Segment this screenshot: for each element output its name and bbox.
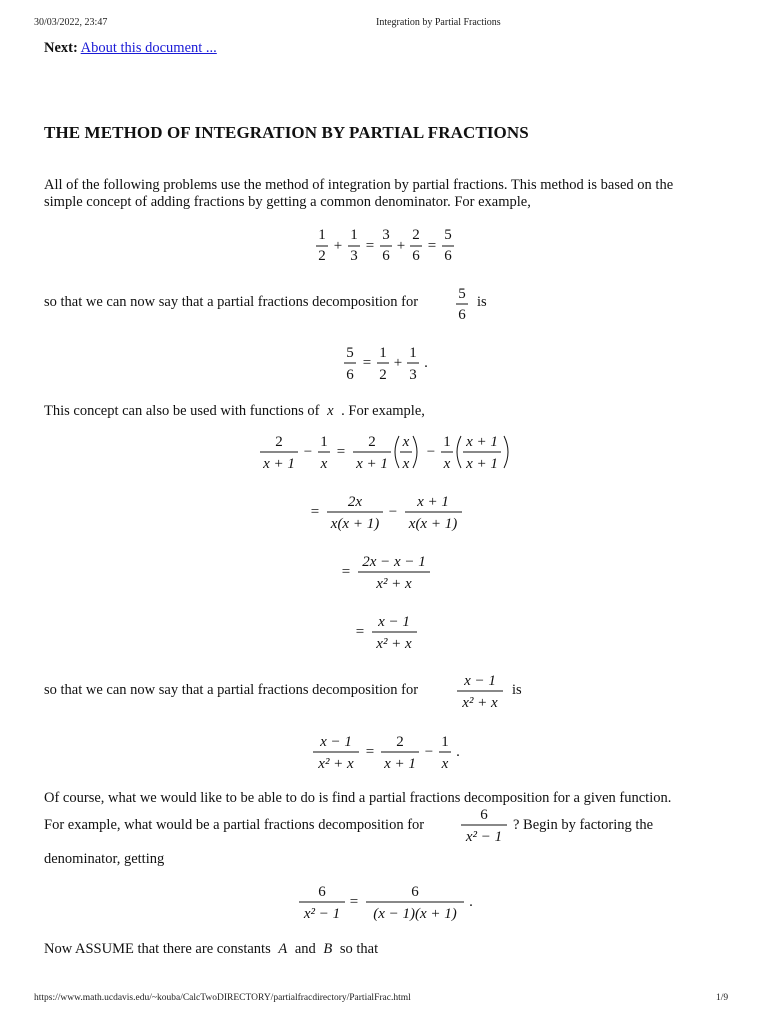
frac-num: 3 <box>382 227 390 243</box>
op-equals: = <box>362 355 372 371</box>
op-plus: + <box>333 238 343 254</box>
for-example-post: ? Begin by factoring the <box>513 817 654 833</box>
equation-step-2 <box>305 490 470 536</box>
denominator-getting: denominator, getting <box>44 851 165 867</box>
frac-den: x(x + 1) <box>408 516 458 532</box>
frac-den: x <box>441 756 449 772</box>
equation-function-example <box>255 430 520 476</box>
next-label: Next: <box>44 40 78 56</box>
period: . <box>424 355 428 371</box>
intro-line-1: All of the following problems use the method of integration by partial fractions. This method is based on the <box>44 177 674 193</box>
print-url: https://www.math.ucdavis.edu/~kouba/CalcTwoDIRECTORY/partialfracdirectory/PartialFrac.html <box>34 993 411 1003</box>
intro-line-2: simple concept of adding fractions by getting a common denominator. For example, <box>44 194 531 210</box>
inline-fraction-6-over-x2-1 <box>456 804 512 846</box>
print-page-title: Integration by Partial Fractions <box>376 17 501 28</box>
period: . <box>456 744 460 760</box>
print-page-number: 1/9 <box>716 993 729 1003</box>
frac-den: x + 1 <box>356 456 388 472</box>
frac-den: 6 <box>346 367 354 383</box>
op-minus: − <box>424 744 434 760</box>
concept-variable: x <box>327 403 334 419</box>
for-example-pre: For example, what would be a partial fractions decomposition for <box>44 817 425 833</box>
period: . <box>469 894 473 910</box>
frac-num: 1 <box>350 227 358 243</box>
frac-den: x(x + 1) <box>330 516 380 532</box>
assume-and: and <box>294 941 316 957</box>
constant-b: B <box>323 941 333 957</box>
frac-num: 2 <box>275 434 283 450</box>
equation-step-4 <box>350 610 425 656</box>
frac-num: x − 1 <box>320 734 352 750</box>
frac-den: 2 <box>379 367 387 383</box>
equation-decomposition <box>308 730 468 776</box>
op-minus: − <box>303 444 313 460</box>
frac-num: 6 <box>318 884 326 900</box>
so-that-line-1: so that we can now say that a partial fractions decomposition for <box>44 294 419 310</box>
frac-den: x² − 1 <box>465 829 503 845</box>
frac-num: 5 <box>444 227 452 243</box>
constant-a: A <box>278 941 288 957</box>
assume-post: so that <box>339 941 379 957</box>
frac-num: 2x − x − 1 <box>362 554 426 570</box>
op-minus: − <box>426 444 436 460</box>
frac-num: x + 1 <box>417 494 449 510</box>
paren-left <box>457 436 461 468</box>
equation-five-sixths <box>340 342 440 386</box>
frac-num: 5 <box>458 286 466 302</box>
equation-step-3 <box>336 550 436 596</box>
so-that-line-2: so that we can now say that a partial fractions decomposition for <box>44 682 419 698</box>
frac-den: 6 <box>412 248 420 264</box>
frac-num: 5 <box>346 345 354 361</box>
frac-num: 2 <box>412 227 420 243</box>
inline-fraction-5-6 <box>452 283 472 323</box>
frac-num: x <box>402 434 410 450</box>
op-equals: = <box>310 504 320 520</box>
of-course-line: Of course, what we would like to be able to do is find a partial fractions decomposition for a given function. <box>44 790 672 806</box>
is-word-1: is <box>477 294 487 310</box>
frac-num: x − 1 <box>378 614 410 630</box>
frac-den: x + 1 <box>384 756 416 772</box>
frac-num: 2 <box>368 434 376 450</box>
frac-den: x² + x <box>318 756 354 772</box>
frac-num: 1 <box>409 345 417 361</box>
equation-fraction-sum <box>310 222 470 266</box>
frac-num: x + 1 <box>466 434 498 450</box>
print-datetime: 30/03/2022, 23:47 <box>34 17 108 28</box>
about-document-link[interactable]: About this document ... <box>80 40 217 56</box>
op-equals: = <box>427 238 437 254</box>
op-plus: + <box>393 355 403 371</box>
assume-pre: Now ASSUME that there are constants <box>44 941 271 957</box>
frac-den: x² + x <box>376 636 412 652</box>
op-equals: = <box>365 238 375 254</box>
frac-num: 2 <box>396 734 404 750</box>
is-word-2: is <box>512 682 522 698</box>
frac-num: 1 <box>379 345 387 361</box>
equation-factored <box>296 880 481 926</box>
frac-num: 2x <box>347 494 363 510</box>
frac-num: 6 <box>411 884 419 900</box>
frac-num: 1 <box>443 434 451 450</box>
frac-den: 3 <box>350 248 358 264</box>
op-equals: = <box>341 564 351 580</box>
nav-bar <box>44 40 217 57</box>
paren-left <box>395 436 399 468</box>
frac-den: 6 <box>444 248 452 264</box>
frac-den: x² + x <box>462 695 498 711</box>
concept-pre: This concept can also be used with functions of <box>44 403 320 419</box>
frac-num: 1 <box>320 434 328 450</box>
op-minus: − <box>388 504 398 520</box>
frac-den: x² + x <box>376 576 412 592</box>
concept-line <box>44 403 425 420</box>
frac-den: 2 <box>318 248 326 264</box>
paren-right <box>413 436 417 468</box>
frac-den: x + 1 <box>263 456 295 472</box>
op-plus: + <box>396 238 406 254</box>
frac-num: 1 <box>441 734 449 750</box>
frac-den: x² − 1 <box>303 906 341 922</box>
assume-line <box>44 941 378 958</box>
frac-den: 3 <box>409 367 417 383</box>
frac-den: x <box>320 456 328 472</box>
frac-den: x <box>402 456 410 472</box>
frac-den: x <box>443 456 451 472</box>
page-title: THE METHOD OF INTEGRATION BY PARTIAL FRACTIONS <box>44 123 529 142</box>
frac-den: 6 <box>382 248 390 264</box>
frac-den: 6 <box>458 307 466 323</box>
frac-den: (x − 1)(x + 1) <box>373 906 457 922</box>
frac-num: x − 1 <box>464 673 496 689</box>
paren-right <box>504 436 508 468</box>
op-equals: = <box>355 624 365 640</box>
frac-num: 6 <box>480 807 488 823</box>
frac-num: 1 <box>318 227 326 243</box>
op-equals: = <box>349 894 359 910</box>
op-equals: = <box>365 744 375 760</box>
op-equals: = <box>336 444 346 460</box>
concept-post: . For example, <box>341 403 425 419</box>
inline-fraction-x-minus-1 <box>452 670 508 712</box>
frac-den: x + 1 <box>466 456 498 472</box>
